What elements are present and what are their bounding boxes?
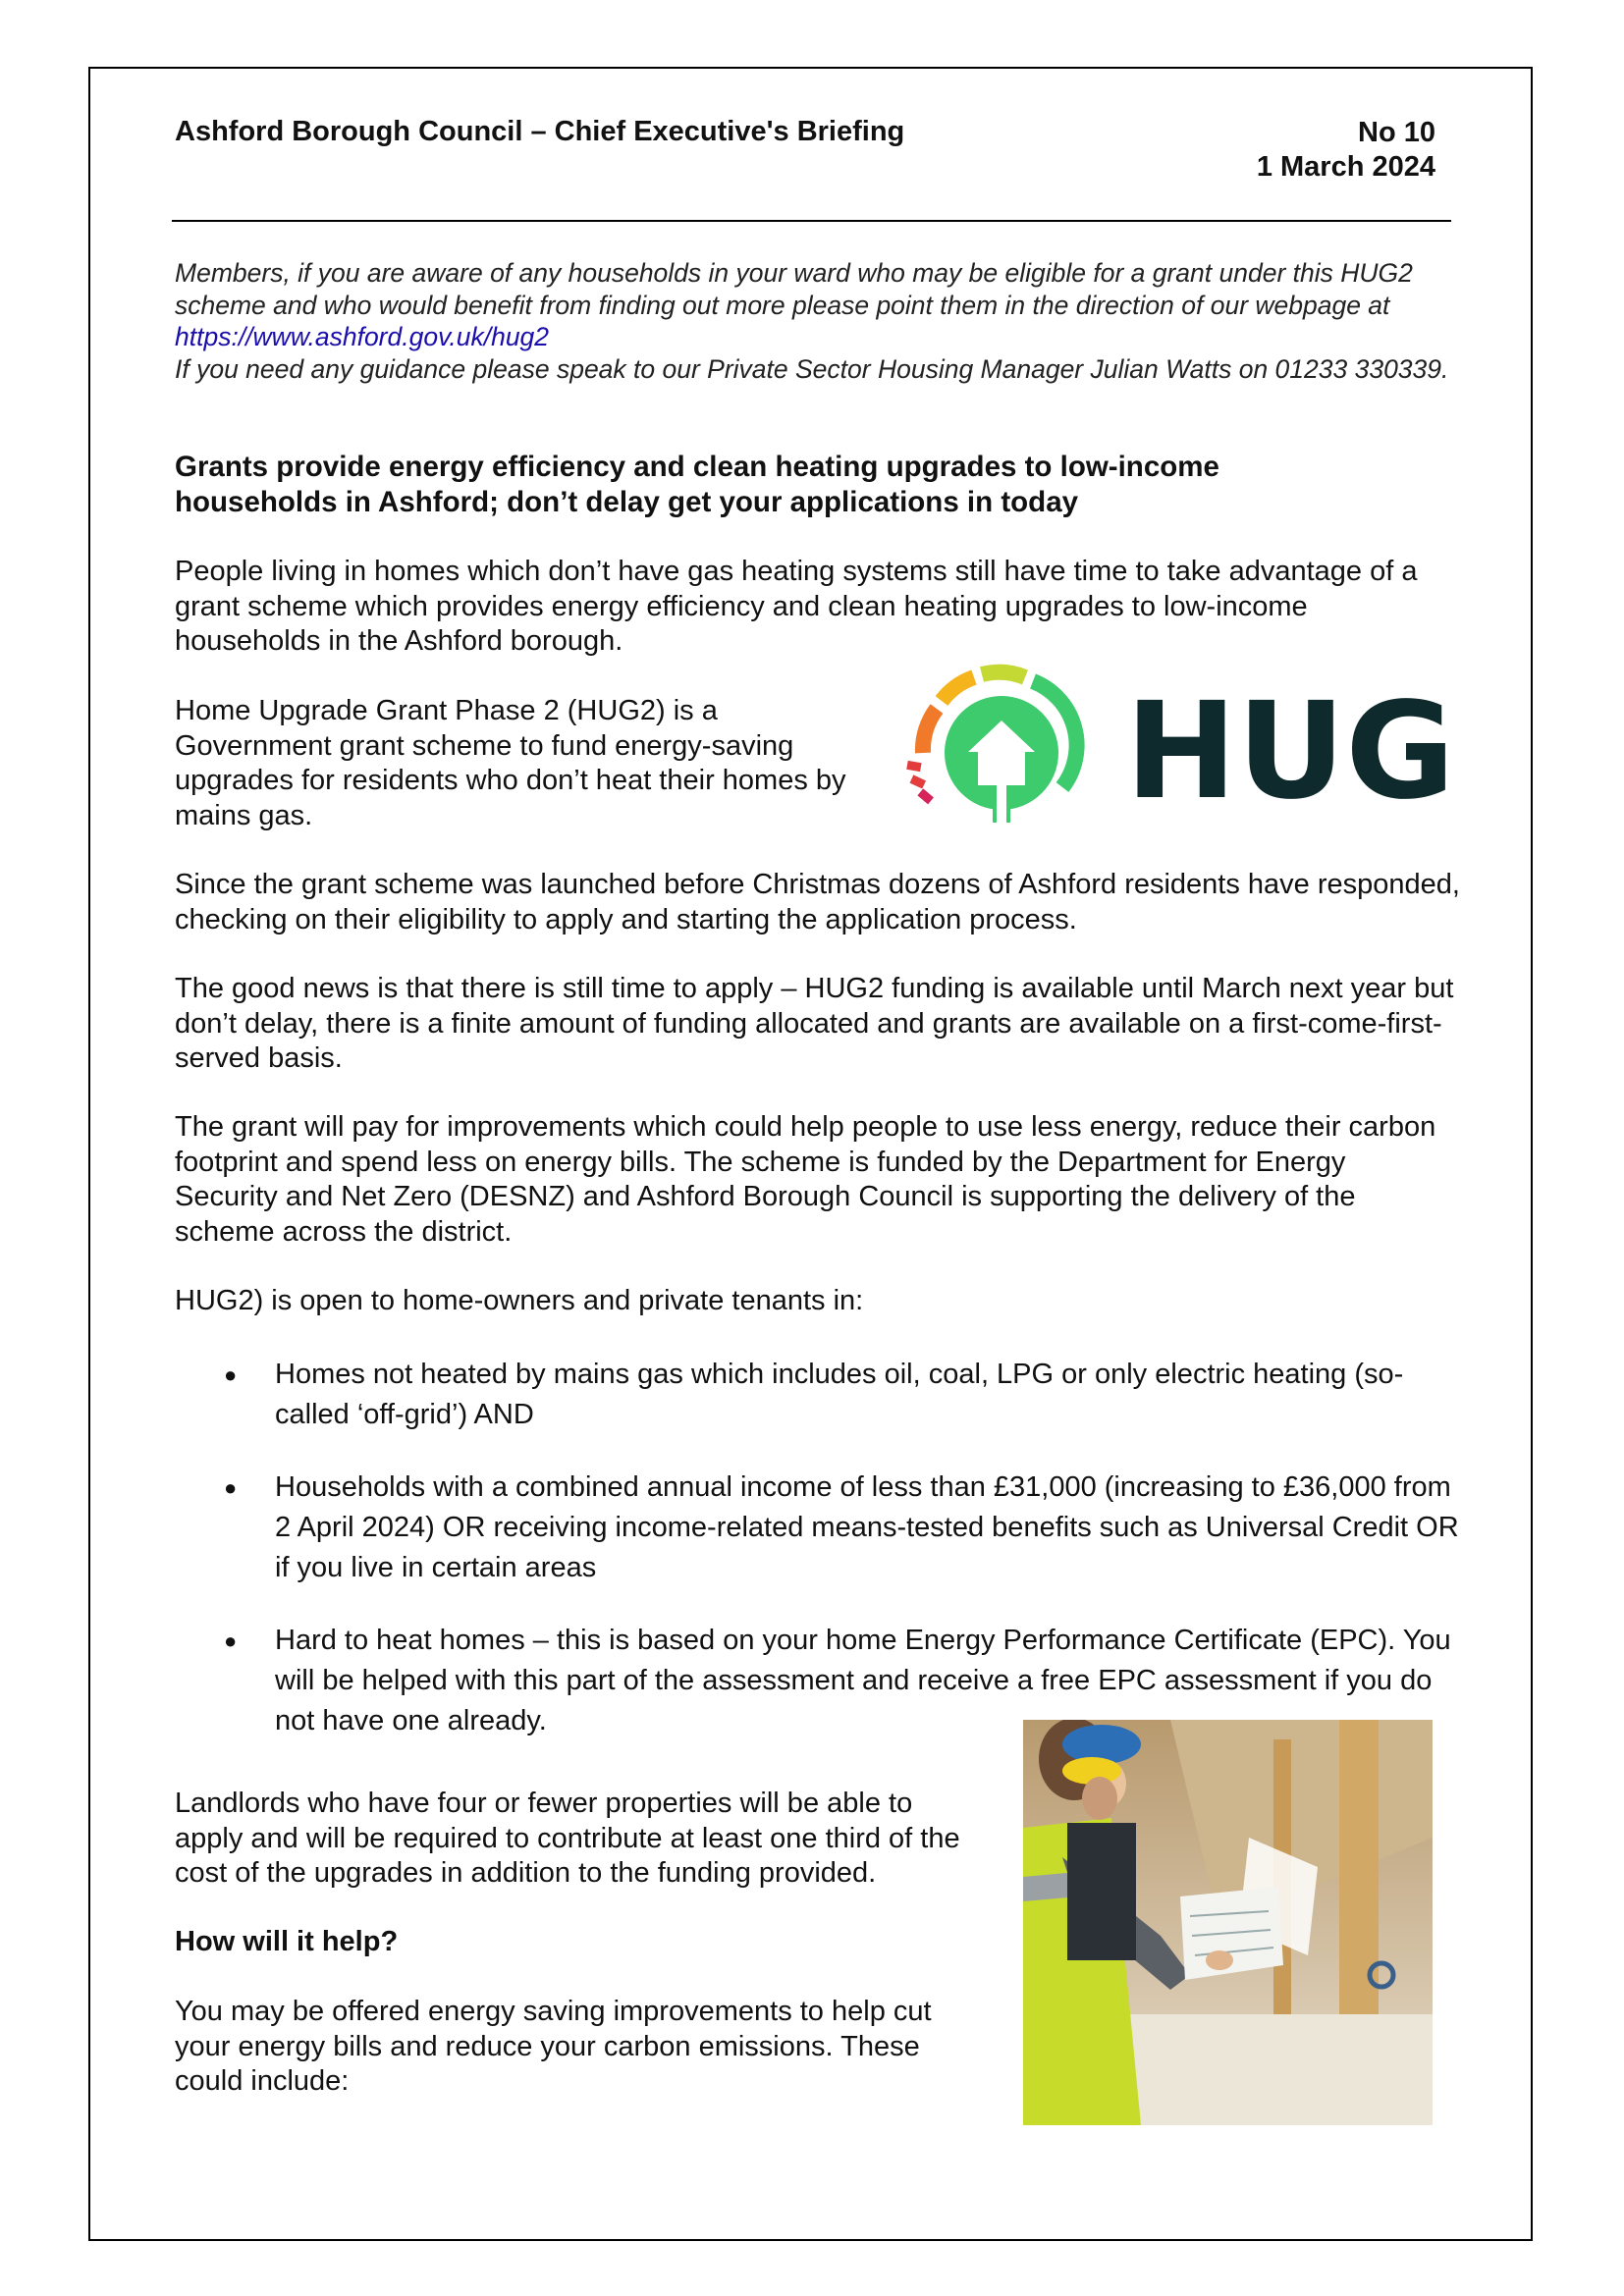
workers-loft-photo [1023,1720,1433,2125]
paragraph-funding: The grant will pay for improvements which could help people to use less energy, reduce their carbon footprint and spend less on energy bills. The scheme is funded by the Department for Energy Security and Net Zero (DESNZ) and Ashford Borough Council is supporting the delivery of the scheme across the district. [175,1111,1436,1248]
list-item [222,1468,1459,1588]
list-item-text: Homes not heated by mains gas which includes oil, coal, LPG or only electric heating (so-called ‘off-grid’) AND [275,1359,1404,1430]
issue-date: 1 March 2024 [1256,151,1435,183]
list-item [222,1355,1459,1435]
list-item-text: Households with a combined annual income of less than £31,000 (increasing to £36,000 from 2 April 2024) OR receiving income-related means-tested benefits such as Universal Credit OR if you live in certain areas [275,1471,1459,1583]
hug-wordmark: HUG [1125,674,1447,829]
members-note-text: Members, if you are aware of any households in your ward who may be eligible for a grant under this HUG2 scheme and who would benefit from finding out more please point them in the direction of our webpage at [175,258,1413,320]
hug2-webpage-link[interactable]: https://www.ashford.gov.uk/hug2 [175,322,550,351]
briefing-title: Ashford Borough Council – Chief Executive's Briefing [175,116,905,147]
paragraph-launch: Since the grant scheme was launched before Christmas dozens of Ashford residents have responded, checking on their eligibility to apply and starting the application process. [175,869,1460,935]
bullet-marker: ● [224,1362,238,1387]
bullet-marker: ● [224,1475,238,1500]
paragraph-landlords: Landlords who have four or fewer properties will be able to apply and will be required to contribute at least one third of the cost of the upgrades in addition to the funding provided. [175,1788,960,1889]
issue-info [1257,116,1435,185]
hug-gauge-icon [906,672,1076,823]
paragraph-eligibility-intro: HUG2) is open to home-owners and private tenants in: [175,1285,864,1316]
header-divider [172,220,1451,222]
hug-logo [897,660,1447,831]
paragraph-deadline: The good news is that there is still time to apply – HUG2 funding is available until March next year but don’t delay, there is a finite amount of funding allocated and grants are available on a first-come-first-served basis. [175,973,1454,1074]
section-heading-how-will-it-help: How will it help? [175,1926,399,1957]
list-item-text: Hard to heat homes – this is based on your home Energy Performance Certificate (EPC). You will be helped with this part of the assessment and receive a free EPC assessment if you do not have one already. [275,1625,1451,1736]
article-headline: Grants provide energy efficiency and clean heating upgrades to low-income households in Ashford; don’t delay get your applications in today [175,451,1219,518]
members-note [175,257,1451,385]
guidance-contact-text: If you need any guidance please speak to our Private Sector Housing Manager Julian Watts on 01233 330339. [175,353,1449,384]
paragraph-hug2-definition: Home Upgrade Grant Phase 2 (HUG2) is a Government grant scheme to fund energy-saving upgrades for residents who don’t heat their homes by mains gas. [175,695,846,831]
eligibility-list [222,1355,1459,1774]
bullet-marker: ● [224,1629,238,1653]
issue-number: No 10 [1358,117,1435,148]
paragraph-intro: People living in homes which don’t have gas heating systems still have time to take advantage of a grant scheme which provides energy efficiency and clean heating upgrades to low-income households in the Ashford borough. [175,556,1418,657]
paragraph-improvements: You may be offered energy saving improvements to help cut your energy bills and reduce your carbon emissions. These could include: [175,1996,932,2097]
